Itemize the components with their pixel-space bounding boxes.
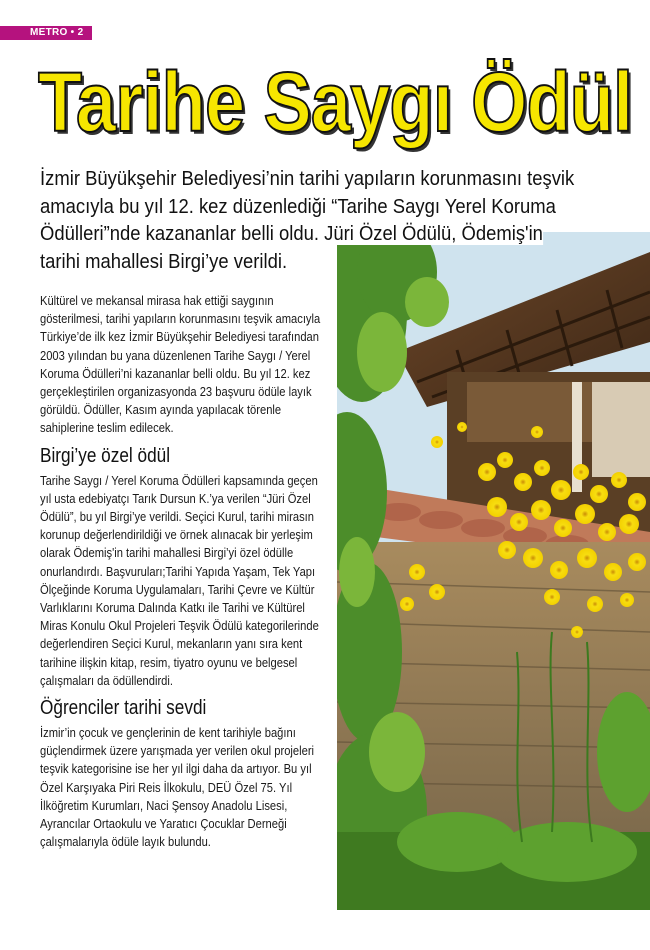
paragraph-students: İzmir’in çocuk ve gençlerinin de kent tarihiyle bağını güçlendirmek üzere yarışmada yer verilen okul projeleri teşvik kategorisine ise her yıl ilgi daha da artıyor. Bu yıl Özel Karşıyaka Piri Reis İlkokulu, DEÜ Özel 75. Yıl İlköğretim Kurumları, Naci Şensoy Anadolu Lisesi, Ayrancılar Ortaokulu ve Yaratıcı Çocuklar Derneği çalışmalarıyla ödüle layık bulundu.	[40, 725, 315, 850]
subhead-birgi: Birgi’ye özel ödül	[40, 444, 171, 467]
subhead-students: Öğrenciler tarihi sevdi	[40, 697, 207, 720]
section-tag: METRO • 2	[0, 26, 92, 40]
article-lead	[40, 165, 578, 275]
article-body	[40, 292, 324, 853]
article-photo	[337, 232, 650, 910]
paragraph-birgi: Tarihe Saygı / Yerel Koruma Ödülleri kapsamında geçen yıl usta edebiyatçı Tarık Dursun K.’ya verilen “Jüri Özel Ödülü”, bu yıl Birgi’ye verildi. Seçici Kurul, tarihi mirasın korunup değerlendirildiği ve örnek alınacak bir yerleşim olarak Ödemiş'in tarihi mahallesi Birgi’yi özel ödülle onurlandırdı. Başvuruları;Tarihi Yapıda Yaşam, Tek Yapı Ölçeğinde Koruma Uygulamaları, Tarihi Çevre ve Kültür Varlıklarını Koruma Dalında Katkı ile Tarihi ve Kültürel Miras Konulu Okul Projeleri Teşvik Ödülü kategorilerinde değerlendiren Seçici Kurul, mekanların yanı sıra kent tarihine ilişkin kitap, resim, tiyatro oyunu ve belgesel çalışmaları da ödüllendirdi.	[40, 472, 319, 688]
article-lead-text: İzmir Büyükşehir Belediyesi’nin tarihi yapıların korunmasını teşvik amacıyla bu yıl 12. kez düzenlediği “Tarihe Saygı Yerel Koruma Ödülleri”nde kazananlar belli oldu. Jüri Özel Ödülü, Ödemiş'in tarihi mahallesi Birgi’ye verildi.	[40, 167, 575, 273]
page-title: Tarihe Saygı Ödül	[38, 55, 633, 149]
paragraph-intro: Kültürel ve mekansal mirasa hak ettiği saygının gösterilmesi, tarihi yapıların korunmasını teşvik amacıyla Türkiye’de ilk kez İzmir Büyükşehir Belediyesi tarafından 2003 yılından bu yana düzenlenen Tarihe Saygı / Yerel Koruma Ödülleri’ni kazananlar belli oldu. Bu yıl 12. kez gerçekleştirilen organizasyonda 23 başvuru ödüle layık görüldü. Ödüller, Kasım ayında yapılacak törenle sahiplerine teslim edilecek.	[40, 293, 321, 436]
